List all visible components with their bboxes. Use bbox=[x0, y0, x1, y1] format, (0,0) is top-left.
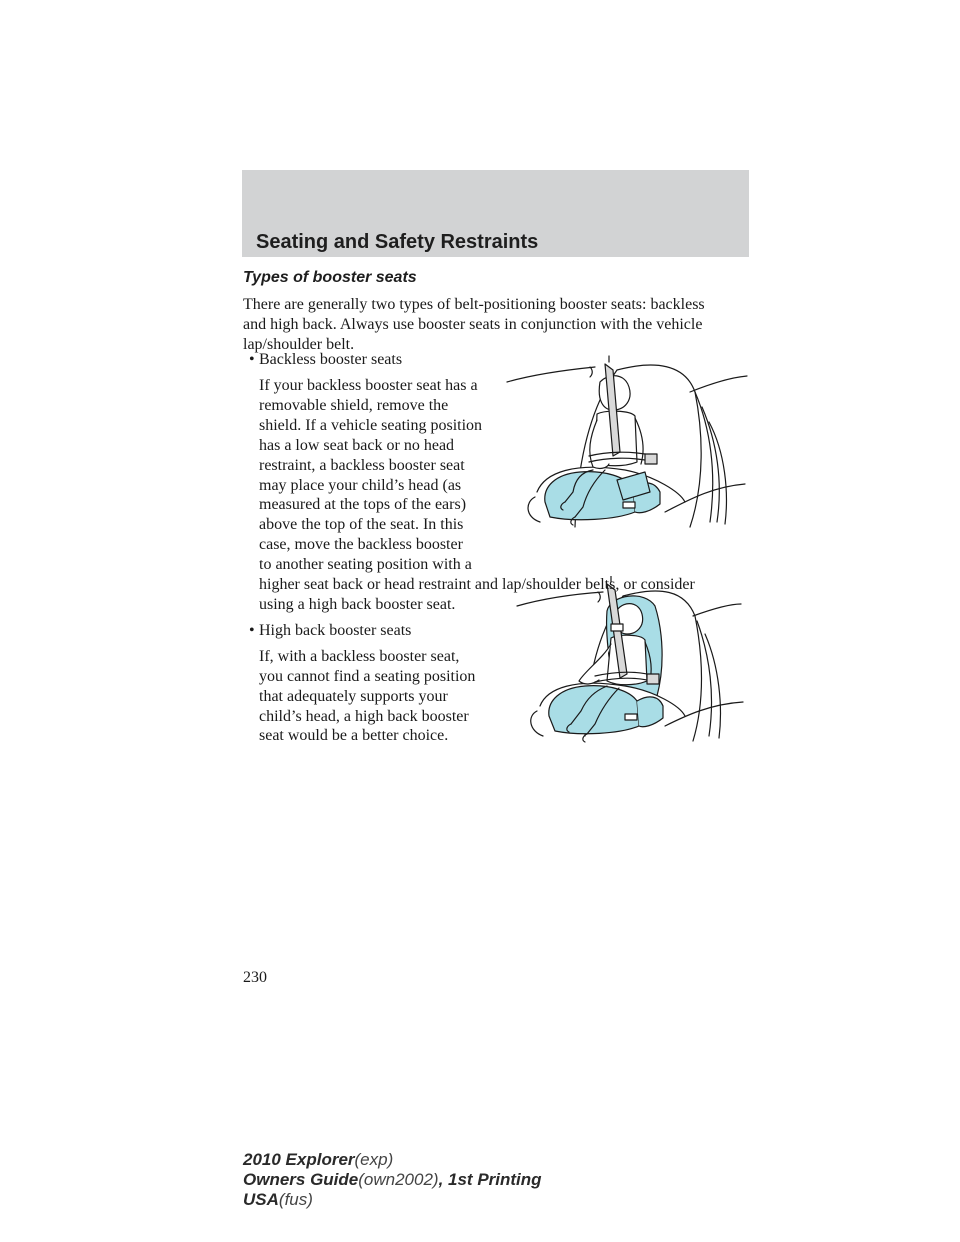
bullet-label-high-back: High back booster seats bbox=[259, 621, 412, 639]
body-line: using a high back booster seat. bbox=[259, 595, 456, 613]
footer-imprint bbox=[243, 1150, 542, 1210]
intro-line: and high back. Always use booster seats in conjunction with the vehicle bbox=[243, 316, 703, 333]
body-line: has a low seat back or no head bbox=[259, 436, 455, 454]
high-back-booster-illustration bbox=[515, 576, 745, 744]
body-line: to another seating position with a bbox=[259, 556, 472, 574]
body-line: child’s head, a high back booster bbox=[259, 707, 469, 725]
bullet-icon: • bbox=[249, 621, 255, 639]
body-line: that adequately supports your bbox=[259, 687, 448, 705]
body-line: restraint, a backless booster seat bbox=[259, 456, 465, 474]
body-line: measured at the tops of the ears) bbox=[259, 496, 467, 514]
page-header-title: Seating and Safety Restraints bbox=[256, 231, 539, 253]
bullet-label-backless: Backless booster seats bbox=[259, 351, 403, 368]
intro-line: lap/shoulder belt. bbox=[243, 336, 355, 353]
body-line: you cannot find a seating position bbox=[259, 667, 476, 685]
body-line: shield. If a vehicle seating position bbox=[259, 416, 483, 434]
intro-line: There are generally two types of belt-positioning booster seats: backless bbox=[243, 296, 705, 313]
body-line: If, with a backless booster seat, bbox=[259, 647, 460, 665]
footer-line-2: Owners Guide(own2002), 1st Printing bbox=[243, 1170, 542, 1189]
body-line: If your backless booster seat has a bbox=[259, 377, 478, 394]
body-line: higher seat back or head restraint and lap/shoulder belts, or consider bbox=[259, 576, 695, 593]
body-line: may place your child’s head (as bbox=[259, 476, 462, 494]
page-number: 230 bbox=[243, 969, 267, 986]
body-line: case, move the backless booster bbox=[259, 536, 463, 554]
body-line: above the top of the seat. In this bbox=[259, 516, 464, 534]
body-line: removable shield, remove the bbox=[259, 396, 449, 414]
backless-booster-illustration bbox=[505, 352, 750, 530]
section-title: Types of booster seats bbox=[243, 269, 417, 286]
bullet-icon: • bbox=[249, 351, 255, 368]
footer-line-1: 2010 Explorer(exp) bbox=[243, 1150, 394, 1169]
footer-line-3: USA(fus) bbox=[243, 1190, 313, 1209]
body-line: seat would be a better choice. bbox=[259, 727, 449, 745]
